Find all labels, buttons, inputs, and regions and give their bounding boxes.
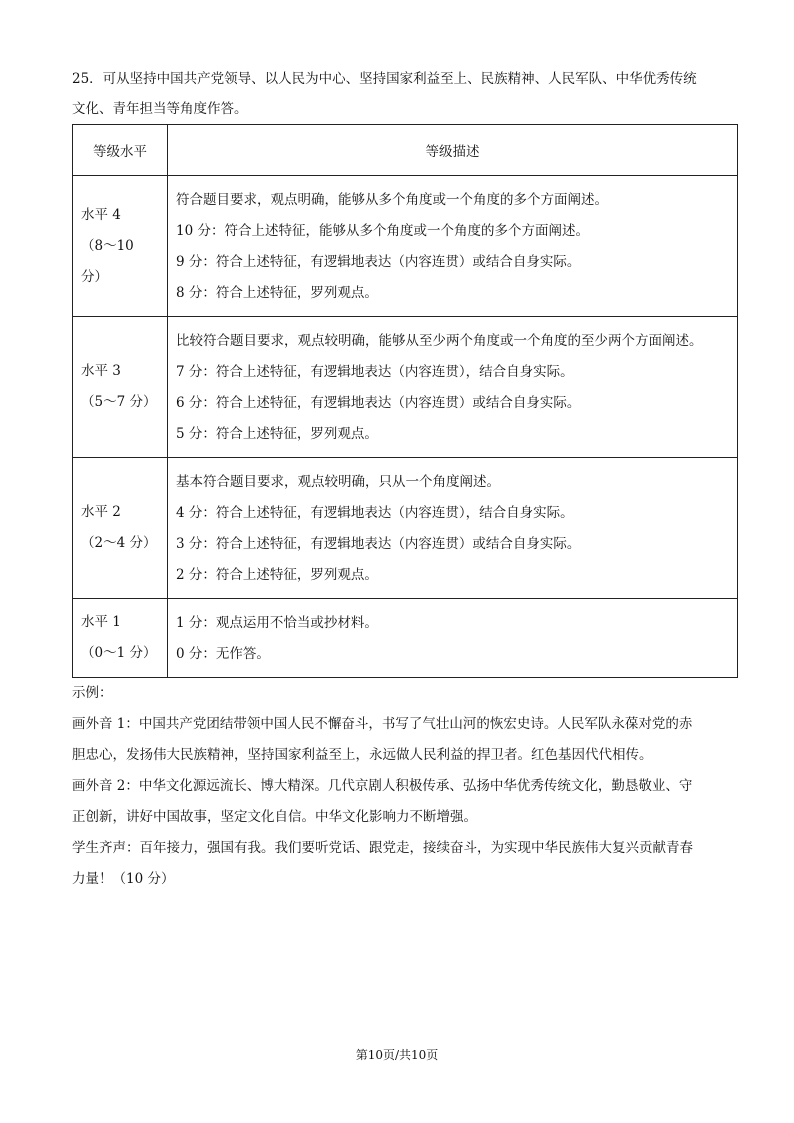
header-level: 等级水平 bbox=[73, 125, 168, 176]
level-range: （0～1 分） bbox=[81, 645, 157, 661]
description-line: 5 分：符合上述特征，罗列观点。 bbox=[176, 426, 378, 442]
table-header-row bbox=[73, 125, 738, 176]
description-line: 7 分：符合上述特征，有逻辑地表达（内容连贯），结合自身实际。 bbox=[176, 364, 574, 380]
page-number: 第10页/共10页 bbox=[355, 1048, 439, 1062]
description-line: 8 分：符合上述特征，罗列观点。 bbox=[176, 285, 378, 301]
level-name: 水平 3 bbox=[81, 363, 121, 379]
description-line: 2 分：符合上述特征，罗列观点。 bbox=[176, 567, 378, 583]
description-line: 基本符合题目要求，观点较明确，只从一个角度阐述。 bbox=[176, 474, 500, 490]
level-name: 水平 4 bbox=[81, 206, 121, 223]
question-intro bbox=[72, 64, 742, 124]
description-line: 3 分：符合上述特征，有逻辑地表达（内容连贯）或结合自身实际。 bbox=[176, 536, 581, 552]
level-range: （5～7 分） bbox=[81, 394, 157, 410]
example-label: 示例： bbox=[72, 685, 113, 701]
table-row bbox=[73, 176, 738, 317]
description-line: 6 分：符合上述特征，有逻辑地表达（内容连贯）或结合自身实际。 bbox=[176, 395, 581, 411]
level-cell bbox=[73, 317, 168, 458]
level-name: 水平 1 bbox=[81, 614, 121, 630]
question-line: 25．可从坚持中国共产党领导、以人民为中心、坚持国家利益至上、民族精神、人民军队、中华优秀传统 bbox=[72, 71, 697, 87]
description-line: 0 分：无作答。 bbox=[176, 646, 270, 662]
header-description: 等级描述 bbox=[168, 125, 738, 176]
table-row bbox=[73, 458, 738, 599]
description-line: 比较符合题目要求，观点较明确，能够从至少两个角度或一个角度的至少两个方面阐述。 bbox=[176, 333, 703, 349]
description-line: 1 分：观点运用不恰当或抄材料。 bbox=[176, 615, 378, 631]
level-cell bbox=[73, 458, 168, 599]
table-row bbox=[73, 317, 738, 458]
level-name: 水平 2 bbox=[81, 504, 121, 520]
description-cell bbox=[168, 458, 738, 599]
description-line: 9 分：符合上述特征，有逻辑地表达（内容连贯）或结合自身实际。 bbox=[176, 254, 581, 270]
description-cell bbox=[168, 317, 738, 458]
description-cell bbox=[168, 176, 738, 317]
level-range: 分） bbox=[81, 268, 108, 285]
description-line: 4 分：符合上述特征，有逻辑地表达（内容连贯），结合自身实际。 bbox=[176, 505, 574, 521]
level-cell bbox=[73, 176, 168, 317]
example-line: 力量！（10 分） bbox=[72, 871, 175, 887]
level-range: （8～10 bbox=[81, 237, 134, 254]
table-row bbox=[73, 599, 738, 678]
description-line: 10 分：符合上述特征，能够从多个角度或一个角度的多个方面阐述。 bbox=[176, 223, 589, 239]
grading-table bbox=[72, 124, 738, 678]
example-line: 学生齐声：百年接力，强国有我。我们要听党话、跟党走，接续奋斗，为实现中华民族伟大复兴贡献青春 bbox=[72, 840, 693, 856]
example-line: 胆忠心，发扬伟大民族精神，坚持国家利益至上，永远做人民利益的捍卫者。红色基因代代相传。 bbox=[72, 747, 653, 763]
example-line: 正创新，讲好中国故事，坚定文化自信。中华文化影响力不断增强。 bbox=[72, 809, 477, 825]
description-line: 符合题目要求，观点明确，能够从多个角度或一个角度的多个方面阐述。 bbox=[176, 192, 608, 208]
description-cell bbox=[168, 599, 738, 678]
example-line: 画外音 2：中华文化源远流长、博大精深。几代京剧人积极传承、弘扬中华优秀传统文化，勤恳敬业、守 bbox=[72, 778, 693, 794]
example-section bbox=[72, 678, 742, 895]
level-cell bbox=[73, 599, 168, 678]
example-line: 画外音 1：中国共产党团结带领中国人民不懈奋斗，书写了气壮山河的恢宏史诗。人民军队永葆对党的赤 bbox=[72, 716, 693, 732]
question-line: 文化、青年担当等角度作答。 bbox=[72, 101, 248, 117]
level-range: （2～4 分） bbox=[81, 535, 157, 551]
